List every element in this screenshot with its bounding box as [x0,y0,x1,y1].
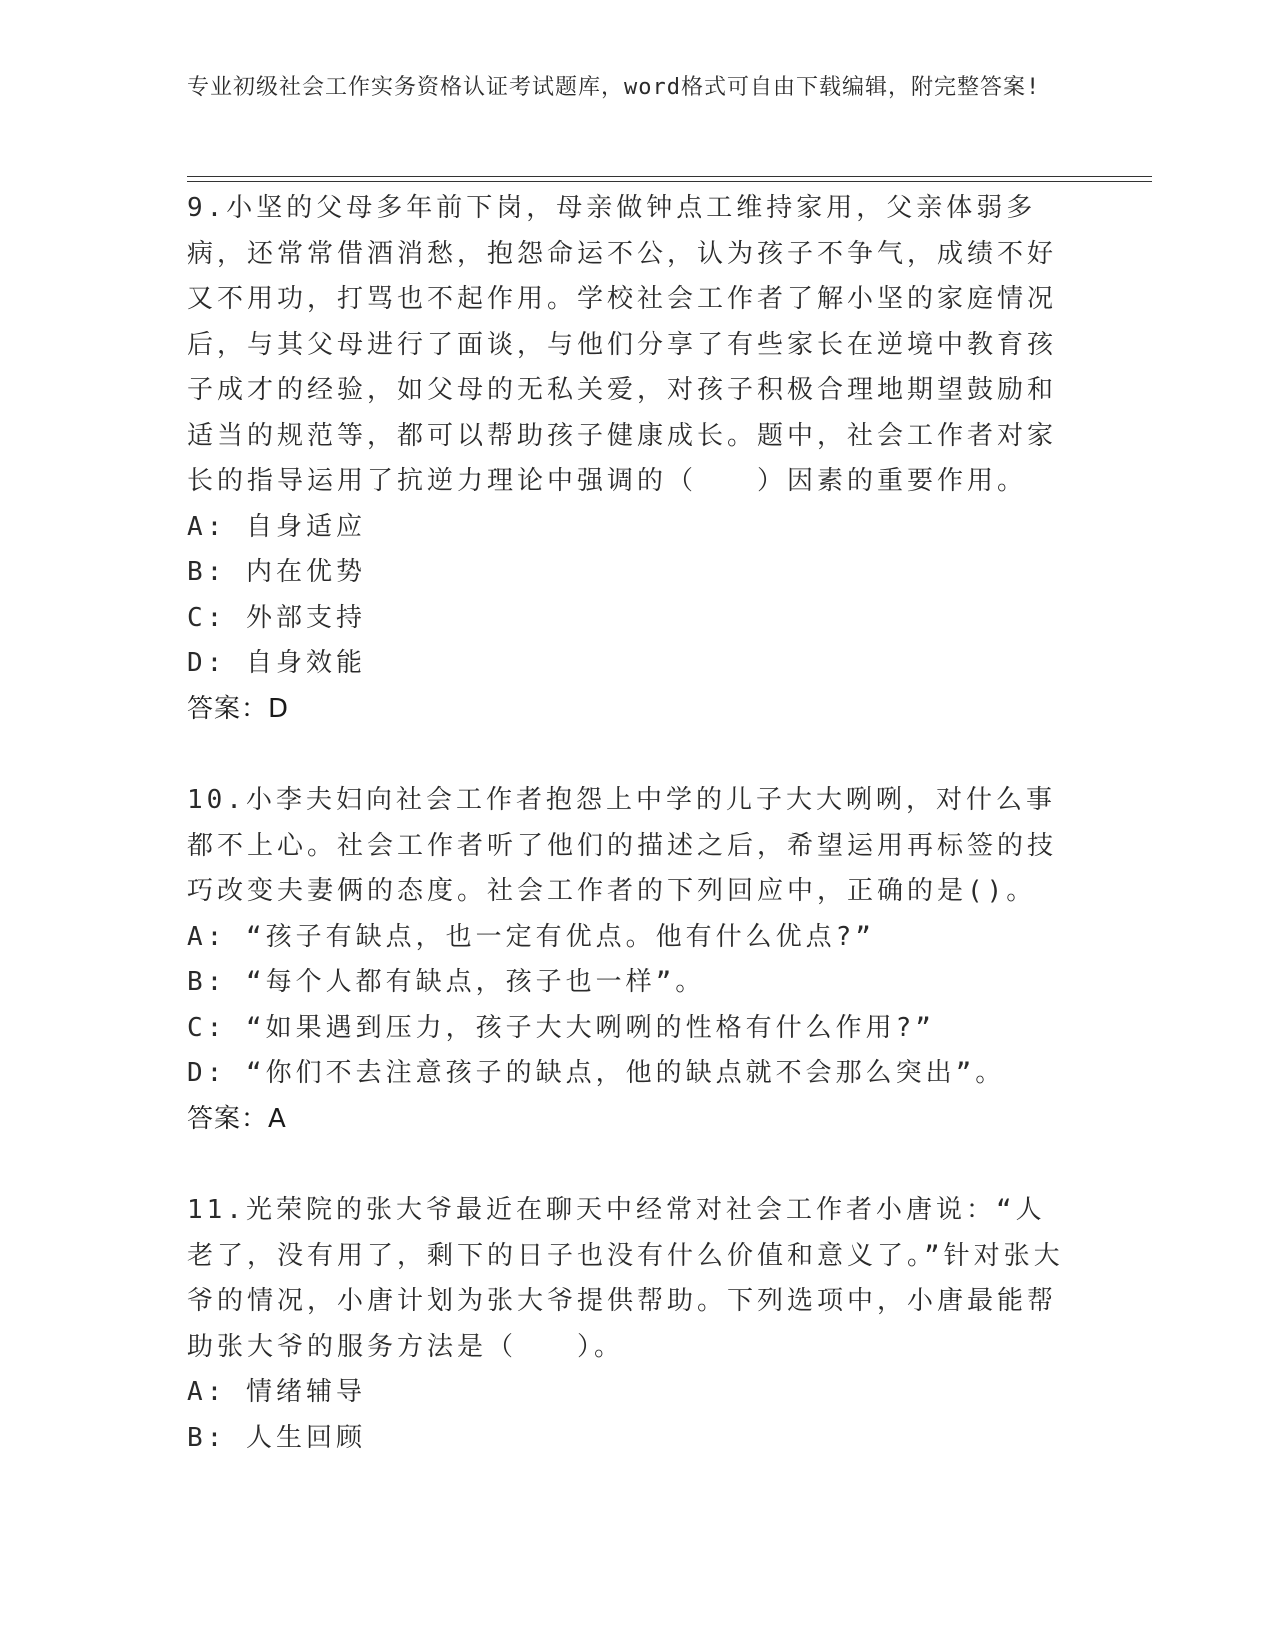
question-10 [187,778,1067,1142]
option-b: B: 内在优势 [187,557,366,587]
option-a: A: 情绪辅导 [187,1377,366,1407]
option-b: B: “每个人都有缺点，孩子也一样”。 [187,967,706,997]
question-11 [187,1188,1067,1461]
document-header: 专业初级社会工作实务资格认证考试题库，word格式可自由下载编辑，附完整答案! [187,75,1041,100]
question-stem: 11.光荣院的张大爷最近在聊天中经常对社会工作者小唐说：“人老了，没有用了，剩下的日子也没有什么价值和意义了。”针对张大爷的情况，小唐计划为张大爷提供帮助。下列选项中，小唐最能帮助张大爷的服务方法是（ ）。 [187,1195,1064,1362]
question-stem: 9.小坚的父母多年前下岗，母亲做钟点工维持家用，父亲体弱多病，还常常借酒消愁，抱怨命运不公，认为孩子不争气，成绩不好又不用功，打骂也不起作用。学校社会工作者了解小坚的家庭情况后，与其父母进行了面谈，与他们分享了有些家长在逆境中教育孩子成才的经验，如父母的无私关爱，对孩子积极合理地期望鼓励和适当的规范等，都可以帮助孩子健康成长。题中，社会工作者对家长的指导运用了抗逆力理论中强调的（ ）因素的重要作用。 [187,193,1058,496]
option-c: C: “如果遇到压力，孩子大大咧咧的性格有什么作用?” [187,1012,935,1043]
question-9 [187,186,1067,732]
option-b: B: 人生回顾 [187,1422,366,1453]
question-stem: 10.小李夫妇向社会工作者抱怨上中学的儿子大大咧咧，对什么事都不上心。社会工作者听了他们的描述之后，希望运用再标签的技巧改变夫妻俩的态度。社会工作者的下列回应中，正确的是()。 [187,785,1058,906]
option-c: C: 外部支持 [187,602,366,633]
answer-label: 答案：D [187,693,290,724]
header-divider-bottom [187,181,1152,182]
answer-label: 答案：A [187,1103,287,1134]
header-divider-top [187,176,1152,177]
option-a: A: 自身适应 [187,511,366,542]
option-d: D: “你们不去注意孩子的缺点，他的缺点就不会那么突出”。 [187,1058,1006,1088]
option-d: D: 自身效能 [187,648,366,678]
option-a: A: “孩子有缺点，也一定有优点。他有什么优点?” [187,921,875,952]
